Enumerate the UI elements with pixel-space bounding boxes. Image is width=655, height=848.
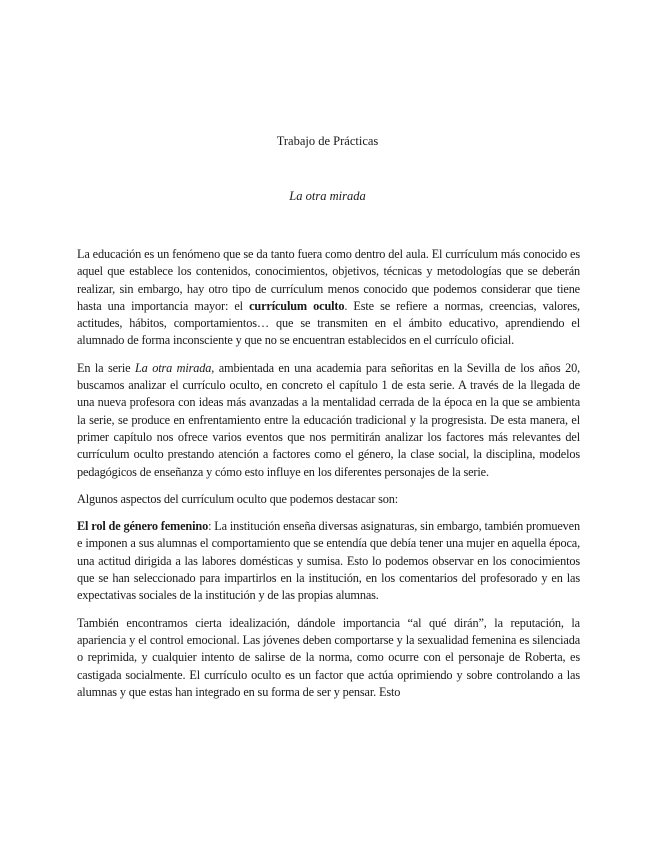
paragraph-intro-text-b: . Este se refiere a normas, creencias, valores, actitudes, hábitos, comportamientos… que se transmiten en el ámbito educativo, aprendiendo el alumnado de forma inconsciente y que no se encuentran establecidos en el currículo oficial. [77,298,580,348]
paragraph-series [77,360,580,481]
paragraph-aspects-intro: Algunos aspectos del currículum oculto que podemos destacar son: [77,491,398,506]
paragraph-intro-text-a: La educación es un fenómeno que se da tanto fuera como dentro del aula. El currículum más conocido es aquel que establece los contenidos, conocimientos, objetivos, técnicas y metodologías que se deberán realizar, sin embargo, hay otro tipo de currículum menos conocido que podemos considerar que tiene hasta una importancia mayor: el [77,247,580,313]
paragraph-intro [77,246,580,350]
paragraph-gender-role-text: : La institución enseña diversas asignaturas, sin embargo, también promueven e imponen a sus alumnas el comportamiento que se entendía que debía tener una mujer en aquella época, una actitud dirigida a las labores domésticas y sumisa. Esto lo podemos observar en los conocimientos que se han seleccionado para impartirlos en la institución, en los comentarios del profesorado y en las expectativas sociales de la institución y de las propias alumnas. [77,519,580,603]
document-title: Trabajo de Prácticas [276,134,379,148]
paragraph-gender-role [77,518,580,604]
paragraph-series-italic-title: La otra mirada [134,360,212,375]
paragraph-gender-role-heading: El rol de género femenino [77,519,209,534]
document-subtitle: La otra mirada [289,189,366,203]
paragraph-series-text-a: En la serie [77,360,135,375]
paragraph-series-text-b: , ambientada en una academia para señoritas en la Sevilla de los años 20, buscamos analizar el currículo oculto, en concreto el capítulo 1 de esta serie. A través de la llegada de una nueva profesora con ideas más avanzadas a la mentalidad cerrada de la época en la que se ambienta la serie, se produce en enfrentamiento entre la educación tradicional y la progresista. De esta manera, el primer capítulo nos ofrece varios eventos que nos permitirán analizar los factores más relevantes del currículum oculto prestando atención a factores como el género, la clase social, la disciplina, modelos pedagógicos de enseñanza y cómo esto influye en los diferentes personajes de la serie. [77,360,581,479]
paragraph-idealization: También encontramos cierta idealización, dándole importancia “al qué dirán”, la reputación, la apariencia y el control emocional. Las jóvenes deben comportarse y la sexualidad femenina es silenciada o reprimida, y cualquier intento de salirse de la norma, como ocurre con el personaje de Roberta, es castigada socialmente. El currículo oculto es un factor que actúa oprimiendo y sobre controlando a las alumnas y que estas han integrado en su forma de ser y pensar. Esto [77,615,580,699]
paragraph-intro-bold-term: currículum oculto [249,298,345,313]
document-body [77,246,580,711]
